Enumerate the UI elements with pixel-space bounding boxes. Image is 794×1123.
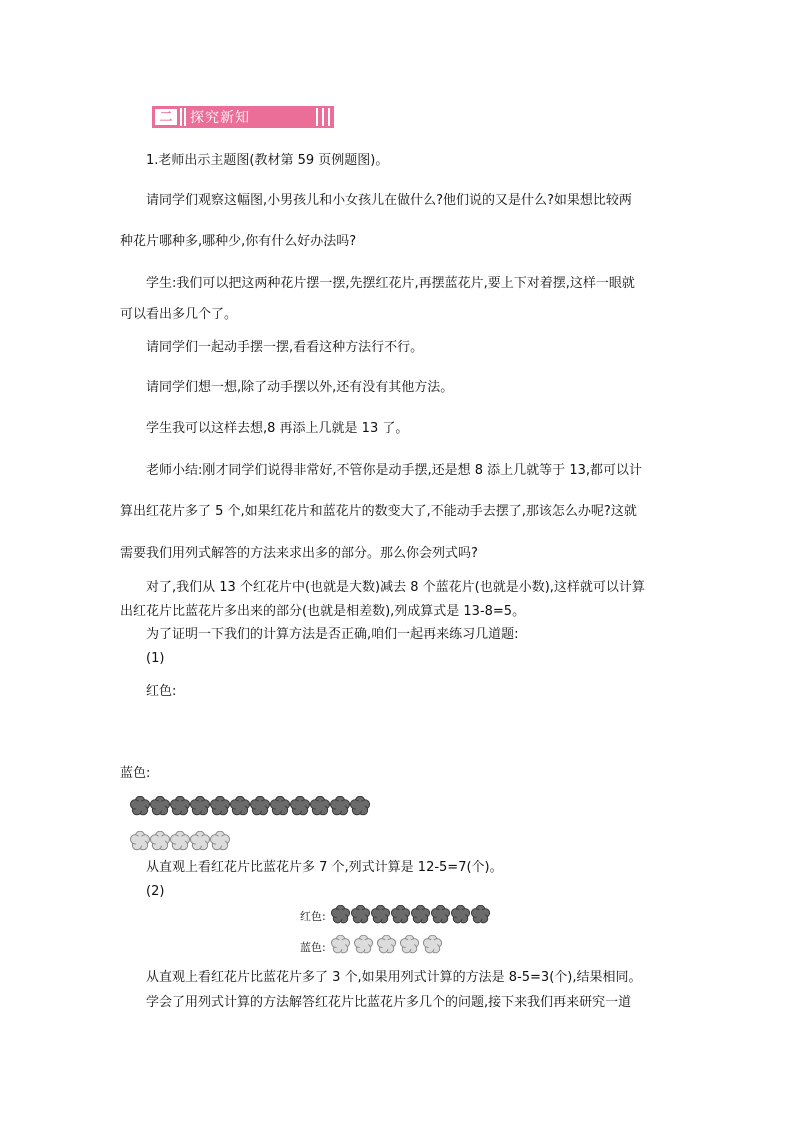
flower-chip-icon <box>371 905 390 924</box>
exercise-1-result: 从直观上看红花片比蓝花片多 7 个,列式计算是 12-5=7(个)。 <box>146 860 503 875</box>
exercise-1-label: (1) <box>146 651 165 666</box>
flower-chip-icon <box>150 796 170 816</box>
paragraph-4: 请同学们一起动手摆一摆,看看这种方法行不行。 <box>146 340 424 355</box>
flower-chip-icon <box>290 796 310 816</box>
exercise-2-result: 从直观上看红花片比蓝花片多了 3 个,如果用列式计算的方法是 8-5=3(个),结果相同。 <box>146 970 642 985</box>
flower-chip-icon <box>351 905 370 924</box>
paragraph-8-line-1: 对了,我们从 13 个红花片中(也就是大数)减去 8 个蓝花片(也就是小数),这样就可以计算 <box>146 580 645 595</box>
flower-chip-icon <box>411 905 430 924</box>
paragraph-7-line-1: 老师小结:刚才同学们说得非常好,不管你是动手摆,还是想 8 添上几就等于 13,都可以计 <box>146 463 642 478</box>
flower-chip-icon <box>310 796 330 816</box>
exercise-2-blue-label: 蓝色: <box>300 941 326 954</box>
exercise-2-red-label: 红色: <box>300 910 326 923</box>
flower-chip-icon <box>330 796 350 816</box>
flower-chip-icon <box>331 935 350 954</box>
paragraph-7-line-3: 需要我们用列式解答的方法来求出多的部分。那么你会列式吗? <box>120 546 478 561</box>
section-banner <box>152 106 334 128</box>
paragraph-3-line-2: 可以看出多几个了。 <box>120 307 238 322</box>
paragraph-5: 请同学们想一想,除了动手摆以外,还有没有其他方法。 <box>146 380 454 395</box>
flower-chip-icon <box>391 905 410 924</box>
section-number: 二 <box>155 109 177 125</box>
flower-chip-icon <box>400 935 419 954</box>
flower-chip-icon <box>230 796 250 816</box>
flower-chip-icon <box>250 796 270 816</box>
exercise-1-blue-label: 蓝色: <box>120 766 151 781</box>
exercise-1-light-flower-row <box>130 831 230 851</box>
flower-chip-icon <box>150 831 170 851</box>
banner-decoration <box>180 108 188 126</box>
exercise-2-dark-flower-row <box>331 905 491 924</box>
paragraph-10: 学会了用列式计算的方法解答红花片比蓝花片多几个的问题,接下来我们再来研究一道 <box>146 995 632 1010</box>
flower-chip-icon <box>423 935 442 954</box>
paragraph-3-line-1: 学生:我们可以把这两种花片摆一摆,先摆红花片,再摆蓝花片,要上下对着摆,这样一眼就 <box>146 276 635 291</box>
flower-chip-icon <box>451 905 470 924</box>
flower-chip-icon <box>354 935 373 954</box>
flower-chip-icon <box>431 905 450 924</box>
section-title: 探究新知 <box>190 110 250 126</box>
paragraph-9: 为了证明一下我们的计算方法是否正确,咱们一起再来练习几道题: <box>146 627 519 642</box>
banner-tail-decoration <box>312 108 330 126</box>
paragraph-1: 1.老师出示主题图(教材第 59 页例题图)。 <box>146 153 389 168</box>
flower-chip-icon <box>270 796 290 816</box>
flower-chip-icon <box>130 796 150 816</box>
paragraph-6: 学生我可以这样去想,8 再添上几就是 13 了。 <box>146 421 409 436</box>
paragraph-8-line-2: 出红花片比蓝花片多出来的部分(也就是相差数),列成算式是 13-8=5。 <box>120 604 526 619</box>
paragraph-7-line-2: 算出红花片多了 5 个,如果红花片和蓝花片的数变大了,不能动手去摆了,那该怎么办呢?这就 <box>120 504 637 519</box>
flower-chip-icon <box>170 796 190 816</box>
flower-chip-icon <box>130 831 150 851</box>
exercise-2-label: (2) <box>146 884 165 899</box>
flower-chip-icon <box>210 796 230 816</box>
flower-chip-icon <box>331 905 350 924</box>
flower-chip-icon <box>471 905 490 924</box>
flower-chip-icon <box>190 831 210 851</box>
flower-chip-icon <box>377 935 396 954</box>
flower-chip-icon <box>350 796 370 816</box>
paragraph-2-line-1: 请同学们观察这幅图,小男孩儿和小女孩儿在做什么?他们说的又是什么?如果想比较两 <box>146 193 632 208</box>
exercise-1-red-label: 红色: <box>146 684 177 699</box>
flower-chip-icon <box>190 796 210 816</box>
exercise-2-light-flower-row <box>331 935 446 954</box>
paragraph-2-line-2: 种花片哪种多,哪种少,你有什么好办法吗? <box>120 234 357 249</box>
flower-chip-icon <box>210 831 230 851</box>
flower-chip-icon <box>170 831 190 851</box>
exercise-1-dark-flower-row <box>130 796 370 816</box>
